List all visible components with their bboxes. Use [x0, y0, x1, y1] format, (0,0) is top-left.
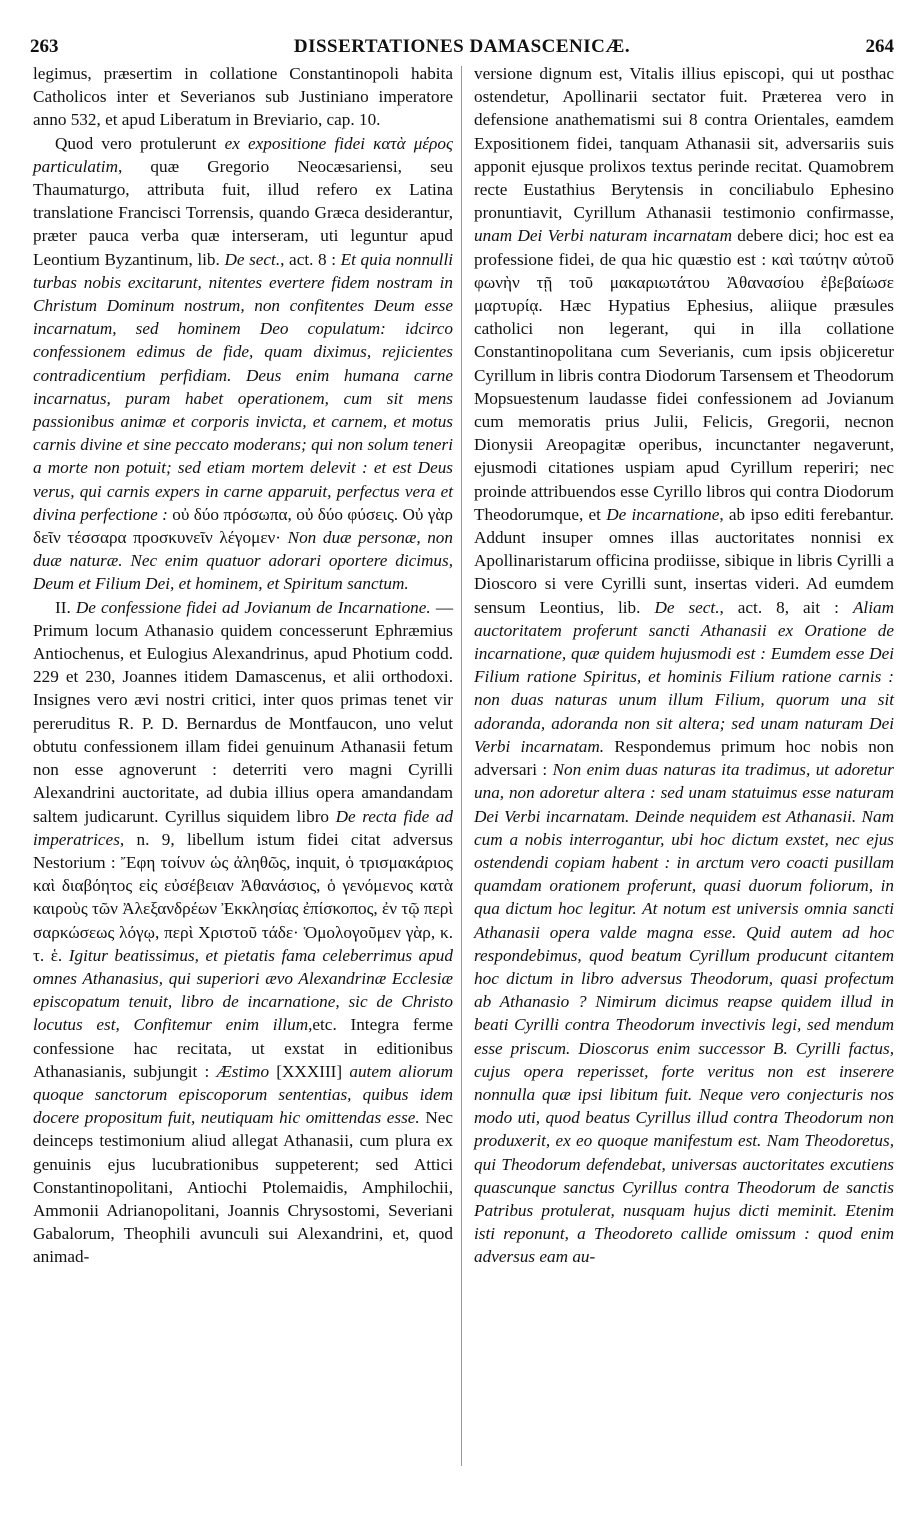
column-divider [461, 66, 462, 1466]
text-run: versione dignum est, Vitalis illius episcopi, qui ut posthac ostendetur, Apollinarii sectator fuit. Præterea vero in defensione anathematismi sui 8 contra Orientales, eamdem Expositionem fidei, tanquam Athanasii sit, adversariis suis apponit ejusque prolixos textus perinde recitat. Quamobrem recte Eustathius Berytensis in conciliabulo Ephesino pronuntiavit, Cyrillum Athanasii testimonio confirmasse, [474, 64, 894, 223]
text-run-italic: unam Dei Verbi naturam incarnatam [474, 226, 732, 246]
right-paragraph-1 [474, 62, 894, 1269]
text-run: , act. 8, ait : [719, 597, 853, 617]
text-run: , quæ Gregorio Neocæsariensi, seu Thaumaturgo, attributa fuit, illud refero ex Latina translatione Francisci Torrensis, quando Græca desiderantur, præter pauca verba quæ interseram, uti leguntur apud Leontium Byzantinum, lib. [33, 156, 453, 269]
text-run-italic: Æstimo [216, 1061, 270, 1081]
section-heading: De confessione fidei ad Jovianum de Incarnatione. [75, 597, 431, 617]
text-run: , n. 9, libellum istum fidei citat adversus Nestorium : Ἔφη τοίνυν ὡς ἀληθῶς, inquit, ὁ τρισμακάριος καὶ διαβόητος εἰς εὐσέβειαν Ἀθανάσιος, ὁ γενόμενος κατὰ καιροὺς τῶν Ἀλεξανδρέων Ἐκκλησίας ἐπίσκοπος, ἐν τῷ περὶ σαρκώσεως λόγῳ, περὶ Χριστοῦ τάδε· Ὁμολογοῦμεν γὰρ, κ. τ. ἑ. [33, 829, 453, 965]
text-run-italic: ex expositione fidei κατὰ μέρος particulatim [33, 133, 453, 176]
text-run-italic: Et quia nonnulli turbas nobis excitarunt, nitentes evertere fidem nostram in Christum Dominum nostrum, non confitentes Deum esse incarnatum, sed hominem Deo copulatum: idcirco confessionem edimus de fide, quam diximus, rejicientes contradicentium perfidiam. Deus enim humana carne incarnatus, puram habet operationem, cum sit mens passionibus animæ et corporis invicta, et carnem, et motus carnis divine et sine peccato moderans; qui non solum teneri a morte non potuit; sed etiam mortem delevit : et est Deus verus, qui carnis expers in carne apparuit, perfectus vera et divina perfectione : [33, 249, 453, 524]
text-run: Respondemus primum hoc nobis non adversari : [474, 736, 894, 780]
text-run: , ab ipso editi ferebantur. Addunt insuper omnes illas auctoritates nonnisi ex Apollinaristarum officina prodiisse, sibique in libris Cyrilli a Dioscoro si vere Cyrilli sunt, insertas videri. Ad eumdem sensum Leontius, lib. [474, 504, 894, 617]
text-run-italic: Igitur beatissimus, et pietatis fama celeberrimus apud omnes Athanasius, qui superiori ævo Alexandrinæ Ecclesiæ episcopatum tenuit, libro de incarnatione, sic de Christo locutus est, Confitemur enim illum, [33, 945, 453, 1035]
text-run: etc. Integra ferme confessione hac recitata, ut exstat in editionibus Athanasianis, subjungit : [33, 1015, 453, 1081]
left-column [33, 62, 453, 1269]
left-paragraph-1 [33, 62, 453, 132]
text-run-italic: De recta fide ad imperatrices [33, 806, 453, 849]
text-run: — Primum locum Athanasio quidem concesserunt Ephræmius Antiochenus, et Eulogius Alexandrinus, apud Photium codd. 229 et 230, Joannes itidem Damascenus, et alii orthodoxi. Insignes vero ævi nostri critici, inter quos primas tenet vir pereruditus R. P. D. Bernardus de Montfaucon, uno velut obtutu confessionem illam fidei genuinum Athanasii fetum non esse agnoverunt : deterriti vero magni Cyrilli Alexandrini auctoritate, ad dubia illius opera amandandam saltem judicarunt. Cyrillus siquidem libro [33, 597, 454, 826]
text-run-italic: Non enim duas naturas ita tradimus, ut adoretur una, non adoretur altera : sed unam statuimus esse naturam Dei Verbi incarnatam. Deinde nequidem est Athanasii. Nam cum a nobis interrogantur, ubi hoc dictum exstet, nec ejus ostendendi copiam habent : in arctum vero coacti pusillam quamdam orationem proferunt, quasi duorum foliorum, in qua dictum hoc legitur. At notum est universis omnia sancti Athanasii opera valde magna esse. Quid autem ad hoc respondebimus, quod beatum Cyrillum producunt citantem hoc dictum in libro adversus Theodorum, quasi profectum ab Athanasio ? Nimirum dicimus reapse quidem illud in beati Cyrilli contra Theodorum invectivis legi, sed mendum esse priscum. Dioscorus enim successor B. Cyrilli factus, cujus opera reperisset, forte veritus non est inserere nonnulla quæ ipsi libitum fuit. Neque vero conjecturis nos modo uti, quod beatus Cyrillus illud contra Theodorum non produxerit, ex eo quoque manifestum est. Nam Theodoretus, qui Theodorum defendebat, universas auctoritates excutiens quascunque sanctus Cyrillus contra Theodorum de sanctis Patribus protulerat, nusquam hujus dicti meminit. Etenim isti reponunt, a Theodoreto callide omissum : quod enim adversus eam au- [474, 760, 894, 1267]
page-header [30, 32, 894, 62]
text-run-italic: De sect. [224, 249, 281, 269]
text-run-italic: autem aliorum quoque sanctorum episcoporum sententias, quibus idem docere propositum fuit, neutiquam hic omittendas esse. [33, 1061, 454, 1128]
text-run-italic: Aliam auctoritatem proferunt sancti Athanasii ex Oratione de incarnatione, quæ quidem hujusmodi est : Eumdem esse Dei Filium ratione Spiritus, et hominis Filium ratione carnis : non duas naturas unum illum Filium, quorum una sit adoranda, adoranda non sit altera; sed unam naturam Dei Verbi incarnatam. [474, 597, 894, 756]
right-column [474, 62, 894, 1269]
left-paragraph-2 [33, 132, 453, 596]
text-run: [XXXIII] [269, 1061, 350, 1081]
page-number-left: 263 [30, 36, 59, 57]
text-run-italic: De incarnatione [606, 504, 720, 524]
text-run: , act. 8 : [280, 249, 341, 269]
text-run: Nec deinceps testimonium aliud allegat Athanasii, cum plura ex genuinis ejus lucubrationibus suppeterent; sed Attici Constantinopolitani, Antiochi Ptolemaidis, Amphilochii, Ammonii Adrianopolitani, Joannis Chrysostomi, Severiani Gabalorum, Theophili avunculi sui Alexandrini, et, quod animad- [33, 1108, 453, 1267]
text-run-italic: Non duæ personæ, non duæ naturæ. Nec enim quatuor adorari oportere dicimus, Deum et Filium Dei, et hominem, et Spiritum sanctum. [33, 528, 453, 594]
text-run: debere dici; hoc est ea professione fidei, de qua hic quæstio est : καὶ ταύτην αὐτοῦ φωνὴν τῇ τοῦ μακαριωτάτου Ἀθανασίου ἐβεβαίωσε μαρτυρίᾳ. Hæc Hypatius Ephesius, aliique præsules catholici non legerant, qui in illa collatione Constantinopolitana cum Severianis, cum ipsis objiceretur Cyrillum in libris contra Diodorum Tarsensem et Theodorum Mopsuestenum laudasse fidei confessionem ad Jovianum cum memoratis prius Julii, Felicis, Gregorii, necnon Dionysii Areopagitæ operibus, incunctanter negaverunt, ejusmodi citationes uspiam apud Cyrillum reperiri; nec proinde attribuendos esse Cyrillo libros qui contra Diodorum Theodorumque, et [474, 226, 894, 524]
text-run: legimus, præsertim in collatione Constantinopoli habita Catholicos inter et Severianos sub Justiniano imperatore anno 532, et apud Liberatum in Breviario, cap. 10. [33, 64, 453, 130]
running-title: DISSERTATIONES DAMASCENICÆ. [293, 36, 631, 57]
text-run: II. [55, 597, 76, 617]
text-run: οὐ δύο πρόσωπα, οὐ δύο φύσεις. Οὐ γὰρ δεῖν τέσσαρα προσκυνεῖν λέγομεν· [33, 504, 453, 548]
text-run: Quod vero protulerunt [55, 133, 225, 153]
text-run-italic: De sect. [654, 597, 720, 617]
left-paragraph-3 [33, 596, 453, 1269]
page-number-right: 264 [865, 36, 894, 57]
